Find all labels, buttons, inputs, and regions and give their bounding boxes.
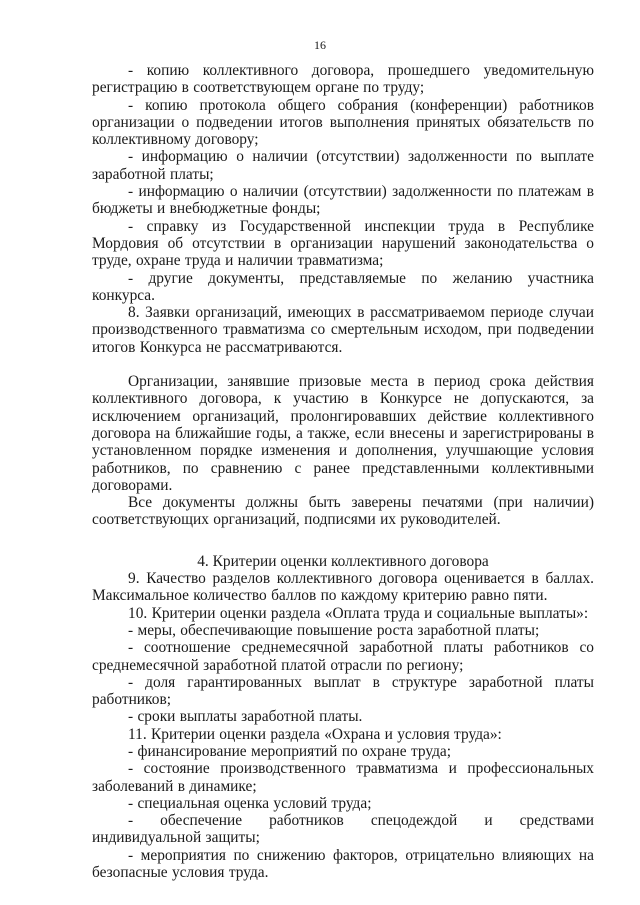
section-heading: 4. Критерии оценки коллективного договора bbox=[197, 552, 489, 570]
list-item: - копию протокола общего собрания (конференции) работников организации о подведении итогов выполнения принятых обязательств по коллективному договору; bbox=[92, 96, 594, 149]
clause-8: 8. Заявки организаций, имеющих в рассматриваемом периоде случаи производственного травматизма со смертельным исходом, при подведении итогов Конкурса не рассматриваются. bbox=[92, 304, 594, 356]
paragraph-certification: Все документы должны быть заверены печатями (при наличии) соответствующих организаций, подписями их руководителей. bbox=[92, 494, 594, 529]
list-item: - информацию о наличии (отсутствии) задолженности по выплате заработной платы; bbox=[92, 148, 594, 183]
list-item: - обеспечение работников спецодеждой и средствами индивидуальной защиты; bbox=[92, 812, 594, 847]
list-item: - финансирование мероприятий по охране труда; bbox=[128, 742, 452, 760]
list-item: - мероприятия по снижению факторов, отрицательно влияющих на безопасные условия труда. bbox=[92, 846, 594, 882]
list-item: - другие документы, представляемые по желанию участника конкурса. bbox=[92, 269, 594, 304]
list-item: - состояние производственного травматизма и профессиональных заболеваний в динамике; bbox=[92, 760, 594, 795]
list-item: - меры, обеспечивающие повышение роста заработной платы; bbox=[128, 621, 540, 639]
list-item: - специальная оценка условий труда; bbox=[128, 794, 372, 812]
clause-10: 10. Критерии оценки раздела «Оплата труда и социальные выплаты»: bbox=[128, 604, 589, 622]
list-item: - сроки выплаты заработной платы. bbox=[128, 708, 363, 726]
clause-11: 11. Критерии оценки раздела «Охрана и условия труда»: bbox=[128, 725, 502, 743]
list-item: - копию коллективного договора, прошедшего уведомительную регистрацию в соответствующем органе по труду; bbox=[92, 62, 594, 97]
list-item: - доля гарантированных выплат в структуре заработной платы работников; bbox=[92, 673, 594, 709]
list-item: - соотношение среднемесячной заработной платы работников со среднемесячной заработной платой отрасли по региону; bbox=[92, 639, 594, 674]
page-number: 16 bbox=[314, 38, 326, 52]
paragraph-winners: Организации, занявшие призовые места в период срока действия коллективного договора, к участию в Конкурсе не допускаются, за исключением организаций, пролонгировавших действие коллективного договора на ближайшие годы, а также, если внесены и зарегистрированы в установленном порядке изменения и дополнения, улучшающие условия работников, по сравнению с ранее представленными коллективными договорами. bbox=[92, 373, 594, 494]
list-item: - информацию о наличии (отсутствии) задолженности по платежам в бюджеты и внебюджетные фонды; bbox=[92, 183, 594, 218]
list-item: - справку из Государственной инспекции труда в Республике Мордовия об отсутствии в организации нарушений законодательства о труде, охране труда и наличии травматизма; bbox=[92, 217, 594, 270]
clause-9: 9. Качество разделов коллективного договора оценивается в баллах. Максимальное количество баллов по каждому критерию равно пяти. bbox=[92, 570, 594, 605]
document-body bbox=[92, 62, 594, 881]
